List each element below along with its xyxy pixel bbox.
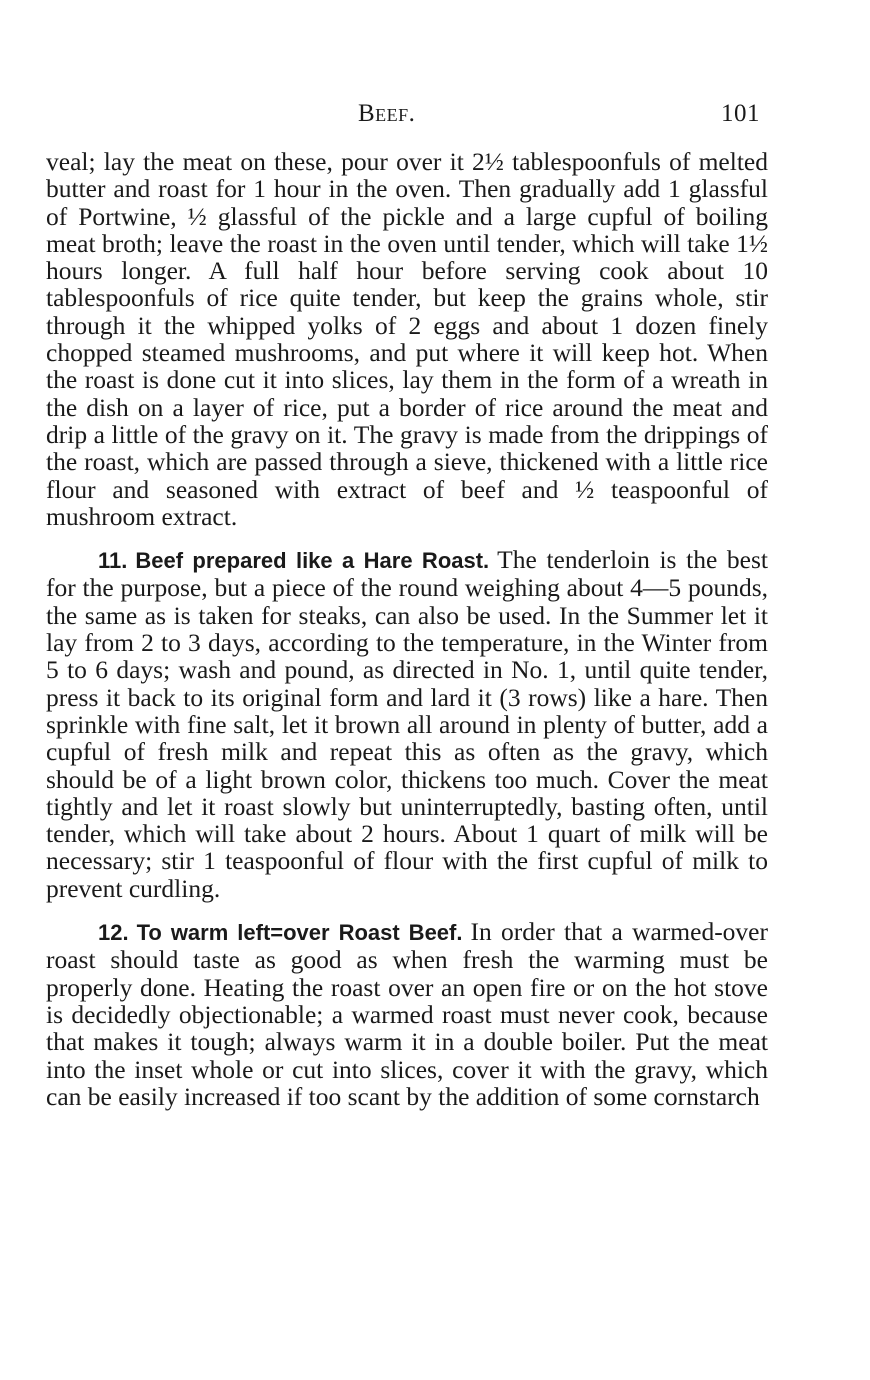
recipe-12 <box>46 918 768 1110</box>
recipe-text: In order that a warmed-over roast should taste as good as when fresh the warming must be properly done. Heating the roast over an open fire or on the hot stove is decidedly objectionable; a warmed roast must never cook, because that makes it tough; always warm it in a double boiler. Put the meat into the inset whole or cut into slices, cover it with the gravy, which can be easily increased if too scant by the addition of some cornstarch <box>46 917 768 1111</box>
recipe-text: The tenderloin is the best for the purpose, but a piece of the round weighing about 4—5 pounds, the same as is taken for steaks, can also be used. In the Summer let it lay from 2 to 3 days, according to the temperature, in the Winter from 5 to 6 days; wash and pound, as directed in No. 1, until quite tender, press it back to its original form and lard it (3 rows) like a hare. Then sprinkle with fine salt, let it brown all around in plenty of butter, add a cupful of fresh milk and repeat this as often as the gravy, which should be of a light brown color, thickens too much. Cover the meat tightly and let it roast slowly but uninterruptedly, basting often, until tender, which will take about 2 hours. About 1 quart of milk will be necessary; stir 1 teaspoonful of flour with the first cupful of milk to prevent curdling. <box>46 545 768 903</box>
recipe-number: 11. <box>98 548 128 574</box>
running-head <box>46 100 760 130</box>
page-number: 101 <box>721 100 760 127</box>
recipe-11 <box>46 546 768 902</box>
body-text <box>46 148 768 1110</box>
recipe-heading: Beef prepared like a Hare Roast. <box>135 548 490 574</box>
paragraph-continued <box>46 148 768 530</box>
chapter-title: Beef. <box>358 100 416 127</box>
paragraph-text: veal; lay the meat on these, pour over it 2½ tablespoonfuls of melted butter and roast for 1 hour in the oven. Then gradually add 1 glassful of Portwine, ½ glassful of the pickle and a large cupful of boiling meat broth; leave the roast in the oven until tender, which will take 1½ hours longer. A full half hour before serving cook about 10 tablespoonfuls of rice quite tender, but keep the grains whole, stir through it the whipped yolks of 2 eggs and about 1 dozen finely chopped steamed mushrooms, and put where it will keep hot. When the roast is done cut it into slices, lay them in the form of a wreath in the dish on a layer of rice, put a border of rice around the meat and drip a little of the gravy on it. The gravy is made from the drippings of the roast, which are passed through a sieve, thickened with a little rice flour and seasoned with extract of beef and ½ teaspoonful of mushroom extract. <box>46 147 768 531</box>
recipe-number: 12. <box>98 920 129 946</box>
recipe-heading: To warm left=over Roast Beef. <box>136 920 463 946</box>
